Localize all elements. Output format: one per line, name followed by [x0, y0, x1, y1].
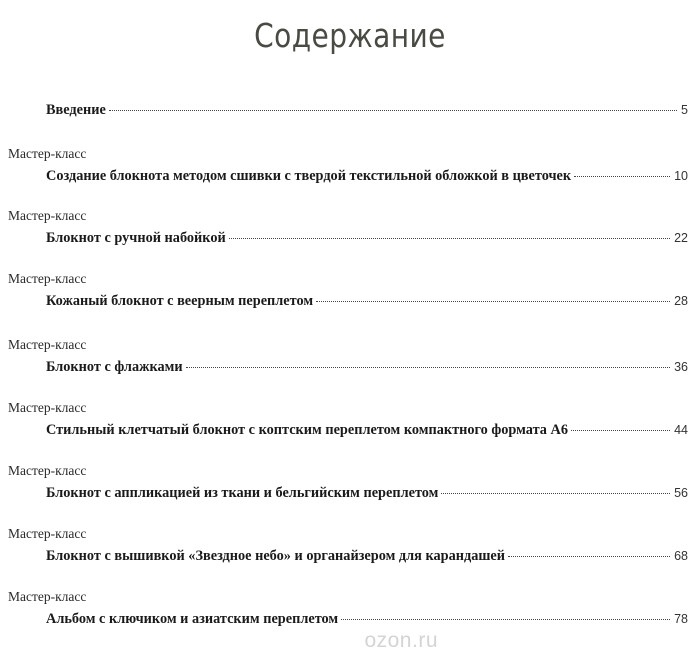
toc-entry	[0, 526, 700, 576]
toc-entry	[0, 146, 700, 196]
dot-leader	[229, 238, 670, 239]
toc-entry	[0, 208, 700, 258]
toc-line	[46, 422, 688, 439]
toc-entry	[0, 271, 700, 321]
toc-page-number: 44	[674, 423, 688, 437]
toc-entry-title[interactable]: Создание блокнота методом сшивки с твердой текстильной обложкой в цветочек	[46, 168, 572, 184]
toc-page-number: 22	[674, 231, 688, 245]
toc-entry	[0, 400, 700, 450]
toc-entry-title[interactable]: Блокнот с вышивкой «Звездное небо» и органайзером для карандашей	[46, 548, 506, 564]
toc-entry	[0, 463, 700, 513]
dot-leader	[441, 493, 670, 494]
toc-line	[46, 102, 688, 119]
toc-page-number: 78	[674, 612, 688, 626]
toc-line	[46, 168, 688, 185]
toc-page-number: 36	[674, 360, 688, 374]
toc-page-number: 56	[674, 486, 688, 500]
toc-entry-title[interactable]: Блокнот с флажками	[46, 359, 183, 375]
toc-entry-title[interactable]: Альбом с ключиком и азиатским переплетом	[46, 611, 339, 627]
toc-line	[46, 293, 688, 310]
toc-entry-title[interactable]: Введение	[46, 102, 106, 118]
toc-entry-title[interactable]: Блокнот с аппликацией из ткани и бельгийским переплетом	[46, 485, 439, 501]
toc-page-number: 10	[674, 169, 688, 183]
toc-kicker: Мастер-класс	[8, 337, 87, 352]
toc-kicker: Мастер-класс	[8, 208, 87, 223]
toc-line	[46, 611, 688, 628]
toc-line	[46, 230, 688, 247]
toc-line	[46, 548, 688, 565]
toc-entry	[0, 337, 700, 387]
toc-entry-title[interactable]: Стильный клетчатый блокнот с коптским переплетом компактного формата А6	[46, 422, 568, 438]
toc-page-number: 28	[674, 294, 688, 308]
toc-entry-title[interactable]: Кожаный блокнот с веерным переплетом	[46, 293, 314, 309]
toc-entry-introduction	[0, 102, 700, 152]
ozon-watermark: ozon.ru	[364, 629, 438, 652]
toc-page-number: 68	[674, 549, 688, 563]
page-title: Содержание	[254, 16, 446, 55]
toc-kicker: Мастер-класс	[8, 589, 87, 604]
dot-leader	[508, 556, 670, 557]
toc-line	[46, 359, 688, 376]
dot-leader	[574, 176, 670, 177]
toc-kicker: Мастер-класс	[8, 271, 87, 286]
toc-entry	[0, 589, 700, 639]
toc-entry-title[interactable]: Блокнот с ручной набойкой	[46, 230, 226, 246]
toc-page-number: 5	[681, 103, 688, 117]
toc-kicker: Мастер-класс	[8, 526, 87, 541]
dot-leader	[316, 301, 670, 302]
dot-leader	[571, 430, 670, 431]
toc-kicker: Мастер-класс	[8, 463, 87, 478]
dot-leader	[186, 367, 670, 368]
toc-kicker: Мастер-класс	[8, 146, 87, 161]
dot-leader	[341, 619, 670, 620]
dot-leader	[109, 110, 677, 111]
toc-kicker: Мастер-класс	[8, 400, 87, 415]
toc-line	[46, 485, 688, 502]
